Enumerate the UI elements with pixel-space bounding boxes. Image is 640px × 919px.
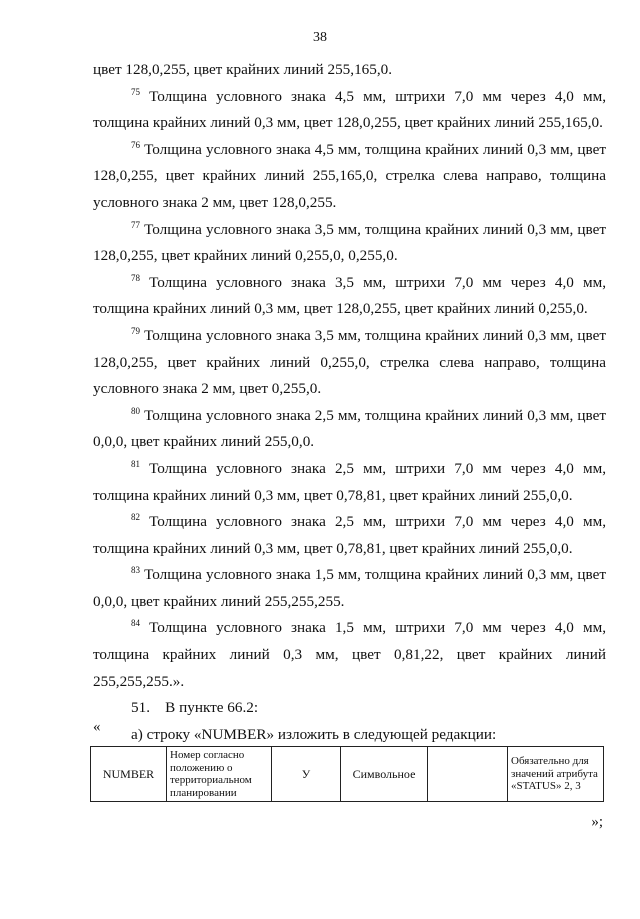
footnote-76	[93, 137, 606, 217]
footnote-marker: 82	[131, 512, 140, 523]
footnote-marker: 83	[131, 565, 140, 576]
empty-cell	[428, 747, 508, 802]
footnote-80	[93, 403, 606, 456]
item-51: 51. В пункте 66.2:	[131, 699, 259, 717]
attribute-code-cell: NUMBER	[91, 747, 167, 802]
footnote-marker: 81	[131, 458, 140, 469]
footnote-text: Толщина условного знака 1,5 мм, штрихи 7,0 мм через 4,0 мм, толщина крайних линий 0,3 мм, цвет 0,81,22, цвет крайних линий 255,255,255.».	[93, 619, 606, 690]
footnote-marker: 76	[131, 139, 140, 150]
footnote-marker: 78	[131, 272, 140, 283]
open-quote: «	[93, 719, 101, 735]
document-body	[93, 57, 606, 748]
footnote-text: Толщина условного знака 2,5 мм, штрихи 7,0 мм через 4,0 мм, толщина крайних линий 0,3 мм, цвет 0,78,81, цвет крайних линий 255,0,0.	[93, 459, 606, 504]
footnote-marker: 75	[131, 86, 140, 97]
attribute-description-cell: Номер согласно положению о территориальном планировании	[167, 747, 272, 802]
subitem-a: а) строку «NUMBER» изложить в следующей редакции:	[131, 725, 497, 743]
attribute-note-cell: Обязательно для значений атрибута «STATUS» 2, 3	[508, 747, 604, 802]
footnote-text: Толщина условного знака 3,5 мм, толщина крайних линий 0,3 мм, цвет 128,0,255, цвет крайних линий 0,255,0, стрелка слева направо, толщина условного знака 2 мм, цвет 0,255,0.	[93, 326, 606, 398]
footnote-83	[93, 562, 606, 615]
footnote-81	[93, 456, 606, 509]
footnote-text: Толщина условного знака 3,5 мм, толщина крайних линий 0,3 мм, цвет 128,0,255, цвет крайних линий 0,255,0, 0,255,0.	[93, 220, 606, 265]
footnote-text: Толщина условного знака 1,5 мм, толщина крайних линий 0,3 мм, цвет 0,0,0, цвет крайних линий 255,255,255.	[93, 566, 606, 610]
paragraph-text: цвет 128,0,255, цвет крайних линий 255,165,0.	[93, 61, 393, 78]
footnote-text: Толщина условного знака 4,5 мм, штрихи 7,0 мм через 4,0 мм, толщина крайних линий 0,3 мм, цвет 128,0,255, цвет крайних линий 255,165,0.	[93, 87, 606, 132]
footnote-marker: 77	[131, 219, 140, 230]
paragraph-continuation	[93, 57, 606, 84]
footnote-84	[93, 615, 606, 695]
footnote-79	[93, 323, 606, 403]
attribute-type-cell: Символьное	[341, 747, 428, 802]
table-row	[91, 747, 604, 802]
footnote-marker: 84	[131, 618, 140, 629]
footnote-82	[93, 509, 606, 562]
attribute-table	[90, 746, 604, 802]
footnote-text: Толщина условного знака 2,5 мм, штрихи 7,0 мм через 4,0 мм, толщина крайних линий 0,3 мм, цвет 0,78,81, цвет крайних линий 255,0,0.	[93, 513, 606, 557]
footnote-text: Толщина условного знака 4,5 мм, толщина крайних линий 0,3 мм, цвет 128,0,255, цвет крайних линий 255,165,0, стрелка слева направо, толщина условного знака 2 мм, цвет 128,0,255.	[93, 140, 606, 211]
footnote-marker: 79	[131, 325, 140, 336]
page-number: 38	[313, 30, 327, 45]
footnote-77	[93, 217, 606, 270]
footnote-78	[93, 270, 606, 323]
footnote-text: Толщина условного знака 2,5 мм, толщина крайних линий 0,3 мм, цвет 0,0,0, цвет крайних линий 255,0,0.	[93, 406, 606, 451]
attribute-flag-cell: У	[272, 747, 341, 802]
close-quote: »;	[591, 814, 603, 830]
footnote-marker: 80	[131, 405, 140, 416]
footnote-text: Толщина условного знака 3,5 мм, штрихи 7,0 мм через 4,0 мм, толщина крайних линий 0,3 мм, цвет 128,0,255, цвет крайних линий 0,255,0.	[93, 273, 606, 318]
footnote-75	[93, 84, 606, 137]
